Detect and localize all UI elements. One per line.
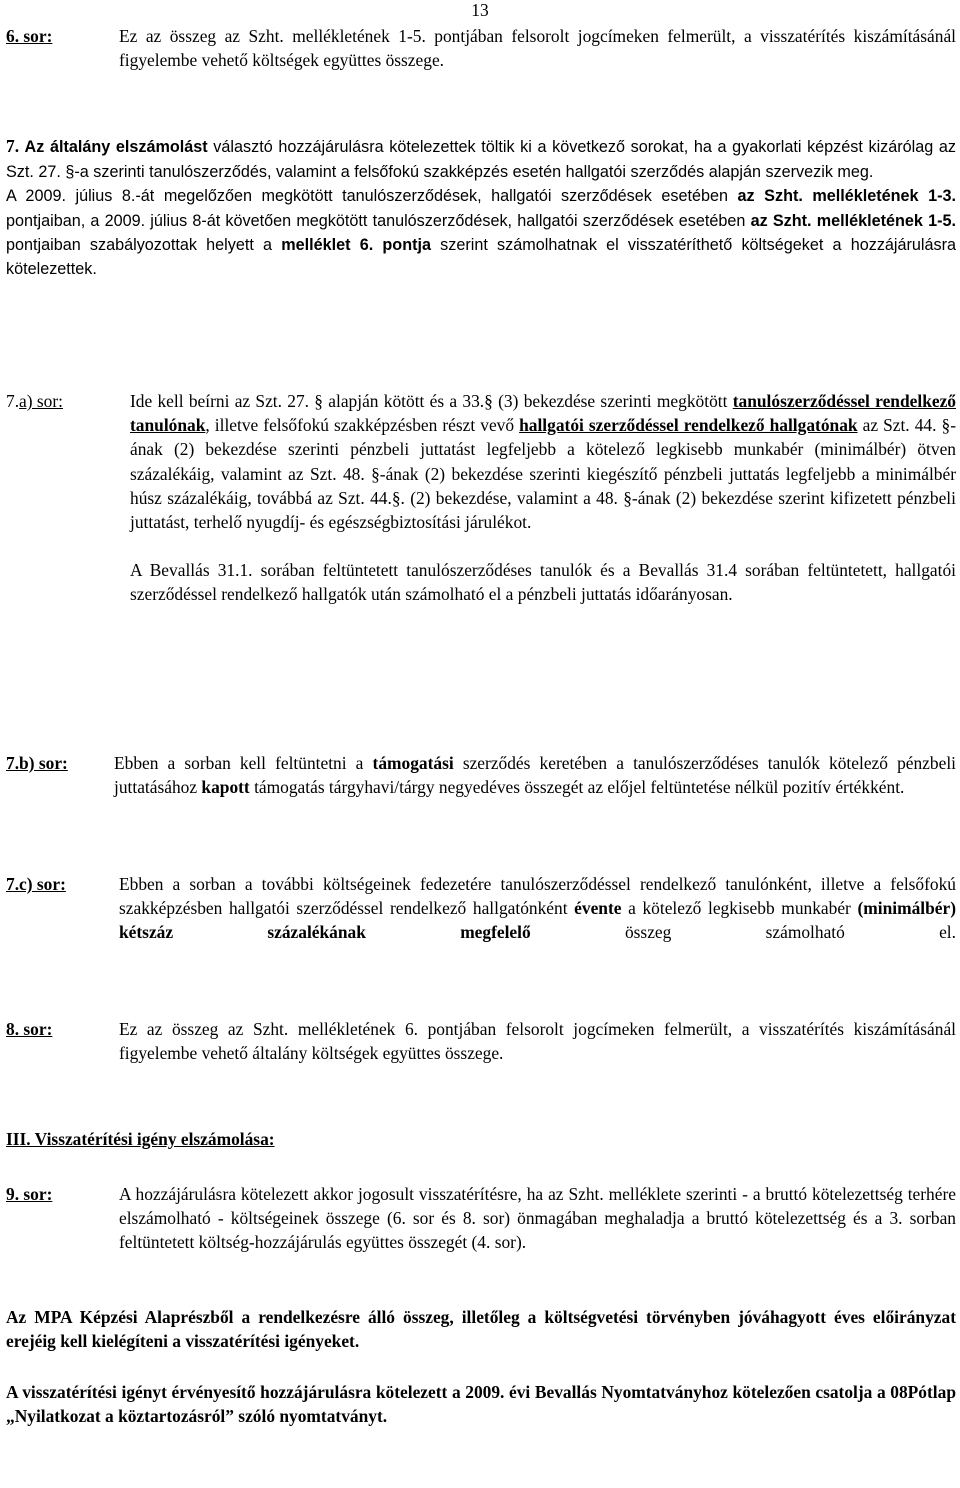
row-6-label: 6. sor: — [6, 26, 53, 46]
row-7a-body — [130, 389, 956, 607]
row-7c-label: 7.c) sor: — [6, 874, 66, 894]
row-8-label: 8. sor: — [6, 1019, 53, 1039]
row-9-text: A hozzájárulásra kötelezett akkor jogosult visszatérítésre, ha az Szht. melléklete szerinti - a bruttó kötelezettség terhére elszámolható - költségeinek összege (6. sor és 8. sor) önmagában meghaladja a bruttó kötelezettség és a 3. sorban feltüntetett költség-hozzájárulás együttes összegét (4. sor). — [119, 1184, 956, 1253]
row-7a-label: 7.a) sor: — [6, 391, 63, 411]
row-7a-note: A Bevallás 31.1. sorában feltüntetett tanulószerződéses tanulók és a Bevallás 31.4 sorában feltüntetett, hallgatói szerződéssel rendelkező hallgatók után számolható el a pénzbeli juttatás időarányosan. — [130, 560, 956, 605]
row-7-intro: 7. Az általány elszámolást választó hozzájárulásra kötelezettek töltik ki a következő sorokat, ha a gyakorlati képzést kizárólag az Szt. 27. §-a szerinti tanulószerződés, valamint a felsőfokú szakképzés esetén hallgatói szerződés alapján szervezik meg. — [6, 136, 956, 182]
row-7a — [6, 389, 956, 729]
page-number: 13 — [471, 0, 489, 20]
row-7b-label: 7.b) sor: — [6, 753, 68, 773]
row-9-label: 9. sor: — [6, 1184, 53, 1204]
row-7 — [6, 134, 956, 281]
row-7a-text: Ide kell beírni az Szt. 27. § alapján kötött és a 33.§ (3) bekezdése szerinti megkötött tanulószerződéssel rendelkező tanulónak, illetve felsőfokú szakképzésben részt vevő hallgatói szerződéssel rendelkező hallgatónak az Szt. 44. §-ának (2) bekezdése szerinti pénzbeli juttatást legfeljebb a kötelező legkisebb munkabér (minimálbér) ötven százalékáig, valamint az Szt. 48. §-ának (2) bekezdése szerinti kiegészítő pénzbeli juttatás legfeljebb a minimálbér húsz százalékáig, továbbá az Szt. 44.§. (2) bekezdése, valamint a 48. §-ának (2) bekezdése szerint kifizetett pénzbeli juttatást, terhelő nyugdíj- és egészségbiztosítási járulékot. — [130, 391, 956, 533]
row-9 — [6, 1182, 956, 1282]
row-8-text: Ez az összeg az Szht. mellékletének 6. pontjában felsorolt jogcímeken felmerült, a visszatérítés kiszámításánál figyelembe vehető általány költségek együttes összege. — [119, 1019, 956, 1064]
row-6 — [6, 24, 956, 99]
row-7-bold-lead: Az általány elszámolást — [24, 138, 208, 156]
row-7-number: 7. — [6, 136, 20, 156]
row-8 — [6, 1017, 956, 1067]
row-7c — [6, 872, 956, 972]
row-6-text: Ez az összeg az Szht. mellékletének 1-5. pontjában felsorolt jogcímeken felmerült, a visszatérítés kiszámításánál figyelembe vehető költségek együttes összege. — [119, 26, 956, 71]
paragraph-sign: § — [65, 163, 75, 182]
row-7c-text: Ebben a sorban a további költségeinek fedezetére tanulószerződéssel rendelkező tanulónként, illetve a felsőfokú szakképzésben hallgatói szerződéssel rendelkező hallgatónként évente a kötelező legkisebb munkabér (minimálbér) kétszáz százalékának megfelelő összeg számolható el. — [119, 874, 956, 943]
row-7b — [6, 751, 956, 826]
final-paragraph: A visszatérítési igényt érvényesítő hozzájárulásra kötelezett a 2009. évi Bevallás Nyomtatványhoz kötelezően csatolja a 08Pótlap „Nyilatkozat a köztartozásról” szóló nyomtatványt. — [6, 1382, 956, 1427]
mpa-paragraph: Az MPA Képzési Alaprészből a rendelkezésre álló összeg, illetőleg a költségvetési törvényben jóváhagyott éves előirányzat erejéig kell kielégíteni a visszatérítési igényeket. — [6, 1307, 956, 1352]
section-3-heading: III. Visszatérítési igény elszámolása: — [6, 1129, 275, 1149]
row-7-rules: A 2009. július 8.-át megelőzően megkötött tanulószerződések, hallgatói szerződések esetében az Szht. mellékletének 1-3. pontjaiban, a 2009. július 8-át követően megkötött tanulószerződések, hallgatói szerződések esetében az Szht. mellékletének 1-5. pontjaiban szabályozottak helyett a melléklet 6. pontja szerint számolhatnak el visszatéríthető költségeket a hozzájárulásra kötelezettek. — [6, 187, 956, 279]
row-7b-text: Ebben a sorban kell feltüntetni a támogatási szerződés keretében a tanulószerződéses tanulók kötelező pénzbeli juttatásához kapott támogatás tárgyhavi/tárgy negyedéves összegét az előjel feltüntetése nélkül pozitív értékként. — [114, 753, 956, 798]
